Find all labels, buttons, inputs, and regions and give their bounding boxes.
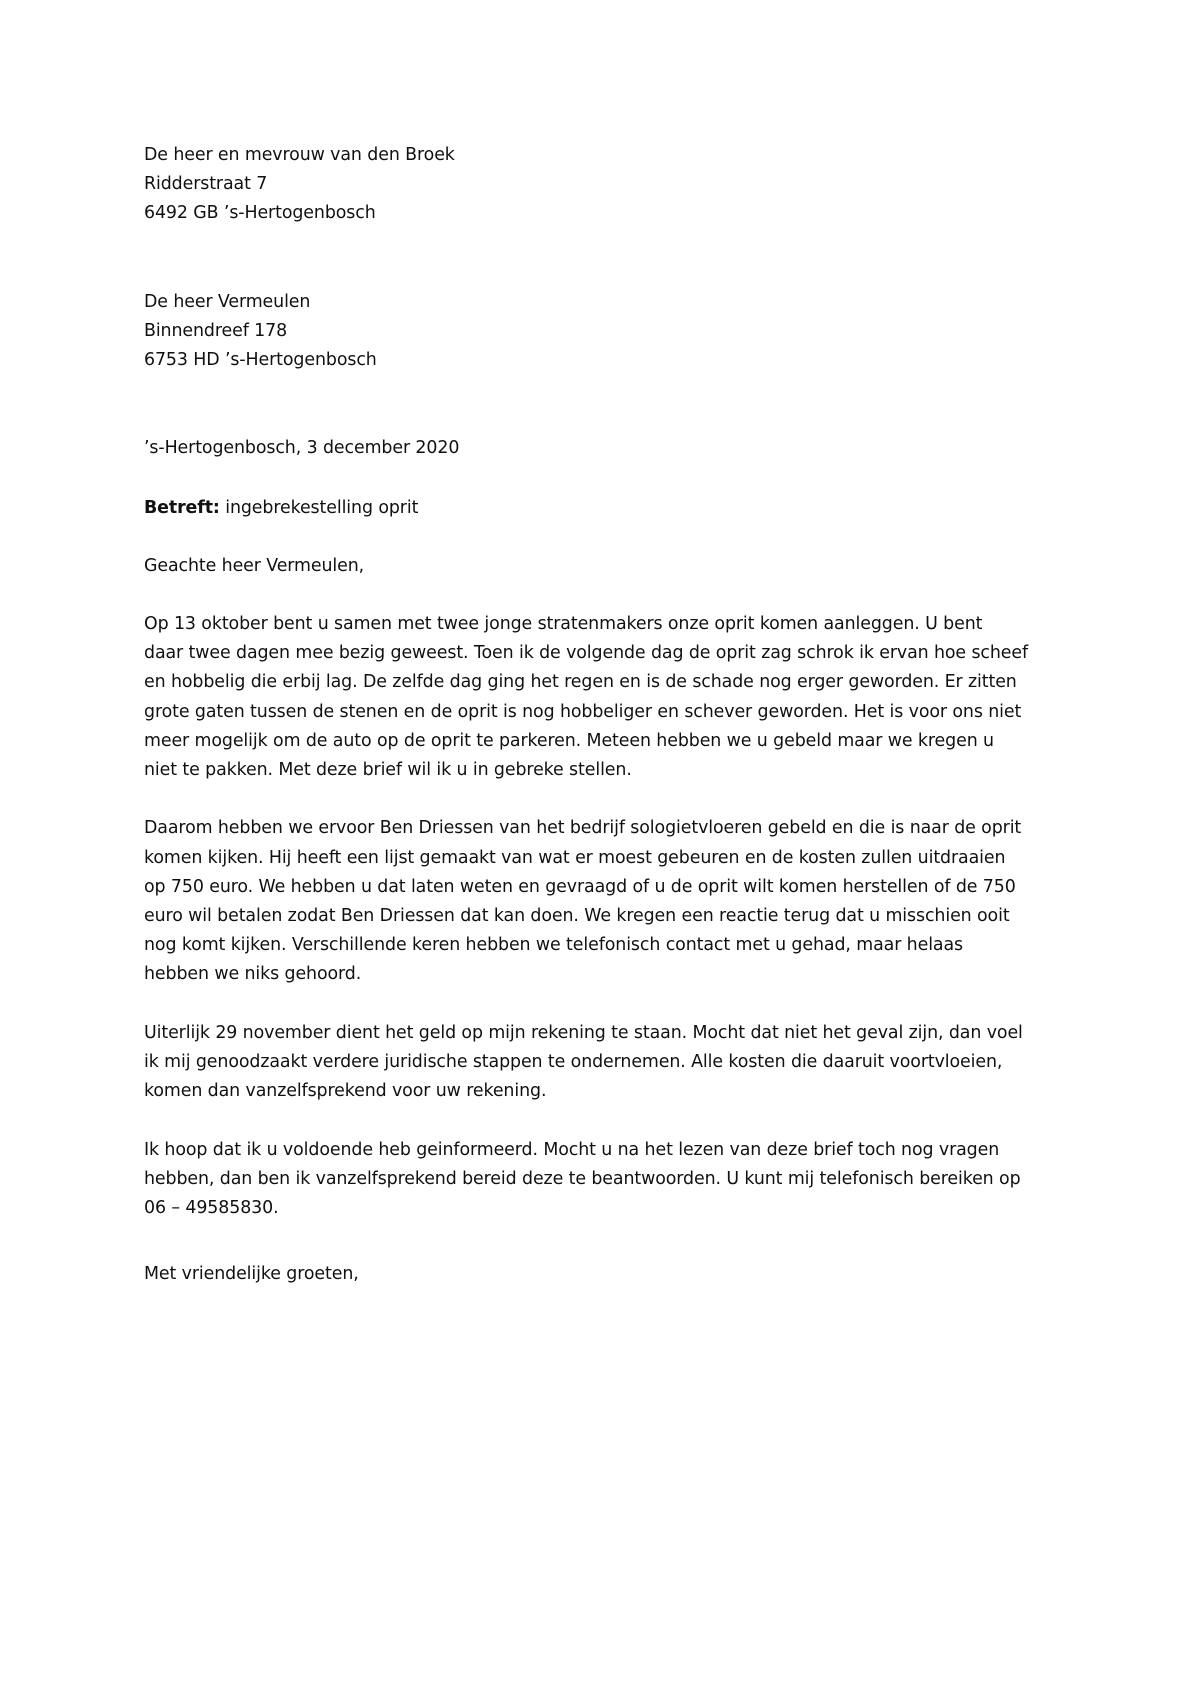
paragraph-line: op 750 euro. We hebben u dat laten weten en gevraagd of u de oprit wilt komen herstellen of de 750: [144, 876, 1016, 897]
paragraph-line: grote gaten tussen de stenen en de oprit is nog hobbeliger en schever geworden. Het is voor ons niet: [144, 701, 1022, 722]
paragraph-line: nog komt kijken. Verschillende keren hebben we telefonisch contact met u gehad, maar helaas: [144, 935, 964, 956]
sender-street: Ridderstraat 7: [144, 174, 268, 195]
subject-label: Betreft:: [144, 498, 220, 518]
paragraph-line: 06 – 49585830.: [144, 1198, 279, 1219]
paragraph-repair-costs: [144, 814, 1064, 989]
place-and-date: ’s-Hertogenbosch, 3 december 2020: [144, 438, 460, 458]
recipient-address: [144, 288, 1064, 376]
paragraph-line: hebben, dan ben ik vanzelfsprekend bereid deze te beantwoorden. U kunt mij telefonisch bereiken op: [144, 1168, 1021, 1189]
paragraph-deadline: [144, 1019, 1064, 1107]
recipient-name: De heer Vermeulen: [144, 292, 311, 312]
closing: [144, 1260, 1064, 1289]
salutation-text: Geachte heer Vermeulen,: [144, 556, 365, 576]
paragraph-complaint: [144, 610, 1064, 785]
paragraph-line: en hobbelig die erbij lag. De zelfde dag ging het regen en is de schade nog erger geworden. Er zitten: [144, 672, 1017, 693]
paragraph-line: hebben we niks gehoord.: [144, 964, 362, 985]
paragraph-line: Ik hoop dat ik u voldoende heb geinformeerd. Mocht u na het lezen van deze brief toch nog vragen: [144, 1139, 1000, 1160]
closing-text: Met vriendelijke groeten,: [144, 1264, 359, 1284]
paragraph-line: Uiterlijk 29 november dient het geld op mijn rekening te staan. Mocht dat niet het geval zijn, dan voel: [144, 1022, 1023, 1043]
recipient-city: 6753 HD ’s-Hertogenbosch: [144, 350, 377, 371]
sender-name: De heer en mevrouw van den Broek: [144, 145, 455, 165]
paragraph-line: niet te pakken. Met deze brief wil ik u in gebreke stellen.: [144, 760, 632, 781]
paragraph-line: komen dan vanzelfsprekend voor uw rekening.: [144, 1081, 547, 1102]
sender-address: [144, 141, 1064, 229]
recipient-street: Binnendreef 178: [144, 321, 288, 342]
subject: [144, 494, 1064, 523]
sender-city: 6492 GB ’s-Hertogenbosch: [144, 203, 376, 224]
subject-line: [144, 494, 1064, 523]
paragraph-line: meer mogelijk om de auto op de oprit te parkeren. Meteen hebben we u gebeld maar we kregen u: [144, 730, 994, 751]
paragraph-line: euro wil betalen zodat Ben Driessen dat kan doen. We kregen een reactie terug dat u misschien ooit: [144, 906, 1010, 927]
paragraph-line: komen kijken. Hij heeft een lijst gemaakt van wat er moest gebeuren en de kosten zullen uitdraaien: [144, 847, 1006, 868]
letter-body: [144, 610, 1064, 1252]
paragraph-line: daar twee dagen mee bezig geweest. Toen ik de volgende dag de oprit zag schrok ik ervan hoe scheef: [144, 643, 1029, 664]
paragraph-line: Op 13 oktober bent u samen met twee jonge stratenmakers onze oprit komen aanleggen. U bent: [144, 614, 983, 634]
date-line: [144, 434, 1064, 463]
subject-text: ingebrekestelling oprit: [219, 498, 419, 518]
paragraph-line: ik mij genoodzaakt verdere juridische stappen te ondernemen. Alle kosten die daaruit voortvloeien,: [144, 1052, 1003, 1073]
paragraph-line: Daarom hebben we ervoor Ben Driessen van het bedrijf sologietvloeren gebeld en die is naar de oprit: [144, 818, 1022, 839]
salutation: [144, 552, 1064, 581]
paragraph-contact: [144, 1136, 1064, 1224]
